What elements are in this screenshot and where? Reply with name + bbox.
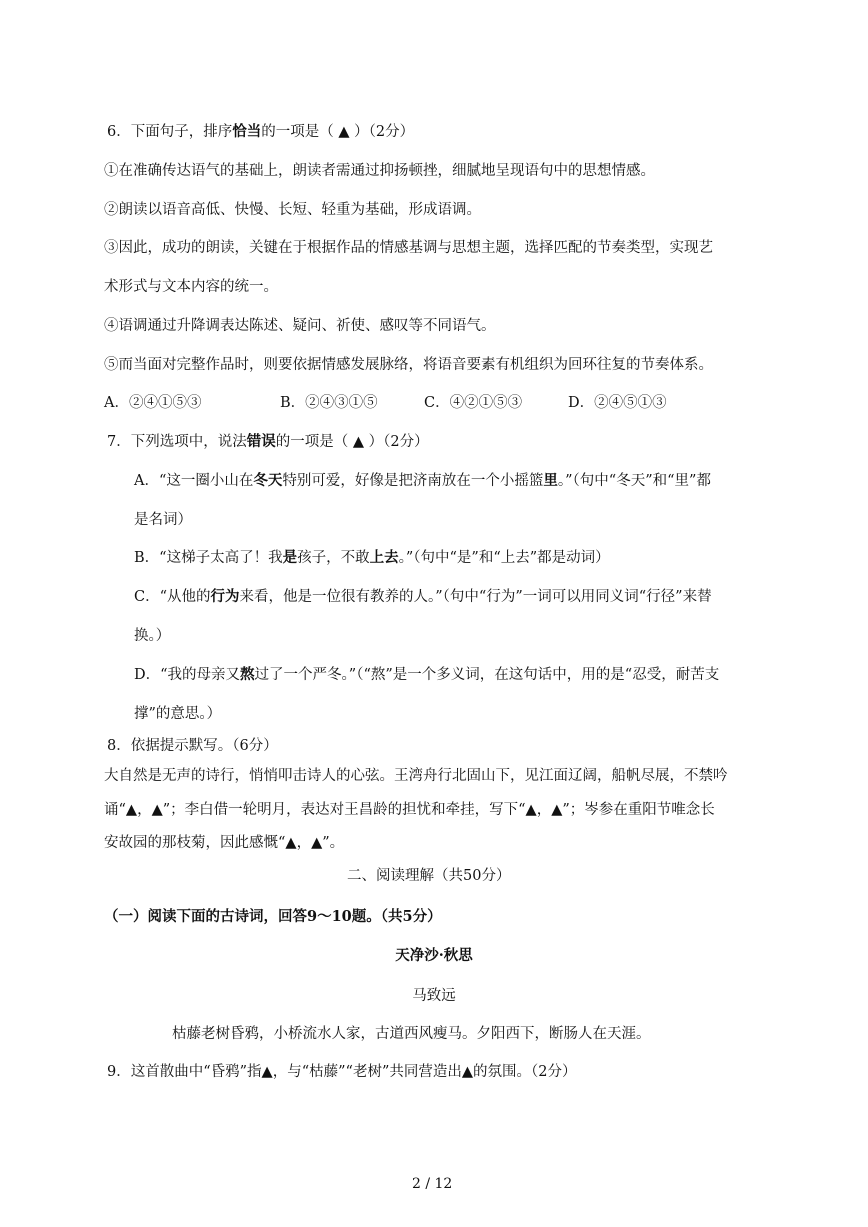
subsection-title: （一）阅读下面的古诗词，回答9～10题。（共5分） xyxy=(104,908,442,925)
q6-sentence-4: ④语调通过升降调表达陈述、疑问、祈使、感叹等不同语气。 xyxy=(104,318,496,334)
q7-option-c-line1: C．“从他的行为来看，他是一位很有教养的人。”（句中“行为”一词可以用同义词“行径”来替 xyxy=(134,588,712,605)
q7-stem: 7．下列选项中，说法错误的一项是（ ▲ ）（2分） xyxy=(107,433,429,450)
q9-stem: 9．这首散曲中“昏鸦”指▲，与“枯藤”“老树”共同营造出▲的氛围。（2分） xyxy=(107,1064,577,1080)
q7-option-b: B．“这梯子太高了！我是孩子，不敢上去。”（句中“是”和“上去”都是动词） xyxy=(134,549,610,566)
q6-option-c: C．④②①⑤③ xyxy=(424,395,523,411)
q8-paragraph-line3: 安故园的那枝菊，因此感慨“▲，▲”。 xyxy=(104,835,345,851)
q7-option-d-line2: 撑”的意思。） xyxy=(134,706,222,722)
q6-stem: 6．下面句子，排序恰当的一项是（ ▲ ）（2分） xyxy=(107,123,415,140)
q6-option-b: B．②④③①⑤ xyxy=(280,395,378,411)
q7-option-a-line2: 是名词） xyxy=(134,512,192,528)
q6-sentence-3b: 术形式与文本内容的统一。 xyxy=(104,279,278,295)
q6-option-d: D．②④⑤①③ xyxy=(568,395,667,411)
q6-sentence-5: ⑤而当面对完整作品时，则要依据情感发展脉络，将语音要素有机组织为回环往复的节奏体系。 xyxy=(104,357,713,373)
poem-author: 马致远 xyxy=(412,988,456,1004)
section-title: 二、阅读理解（共50分） xyxy=(347,868,511,884)
q6-sentence-1: ①在准确传达语气的基础上，朗读者需通过抑扬顿挫，细腻地呈现语句中的思想情感。 xyxy=(104,163,655,179)
q6-sentence-2: ②朗读以语音高低、快慢、长短、轻重为基础，形成语调。 xyxy=(104,202,481,218)
page-number: 2 / 12 xyxy=(412,1176,453,1192)
q6-option-a: A．②④①⑤③ xyxy=(104,395,202,411)
q8-paragraph-line2: 诵“▲，▲”；李白借一轮明月，表达对王昌龄的担忧和牵挂，写下“▲，▲”；岑参在重阳节唯念长 xyxy=(104,802,715,818)
q7-option-c-line2: 换。） xyxy=(134,628,171,644)
q7-option-a-line1: A．“这一圈小山在冬天特别可爱，好像是把济南放在一个小摇篮里。”（句中“冬天”和“里”都 xyxy=(134,472,711,489)
q8-paragraph-line1: 大自然是无声的诗行，悄悄叩击诗人的心弦。王湾舟行北固山下，见江面辽阔，船帆尽展，不禁吟 xyxy=(104,768,728,784)
q7-option-d-line1: D．“我的母亲又熬过了一个严冬。”（“熬”是一个多义词，在这句话中，用的是“忍受，耐苦支 xyxy=(134,666,720,683)
poem-title: 天净沙·秋思 xyxy=(395,947,473,964)
poem-body: 枯藤老树昏鸦，小桥流水人家，古道西风瘦马。夕阳西下，断肠人在天涯。 xyxy=(172,1026,651,1042)
q8-stem: 8．依据提示默写。（6分） xyxy=(107,738,278,754)
q6-sentence-3a: ③因此，成功的朗读，关键在于根据作品的情感基调与思想主题，选择匹配的节奏类型，实现艺 xyxy=(104,240,713,256)
